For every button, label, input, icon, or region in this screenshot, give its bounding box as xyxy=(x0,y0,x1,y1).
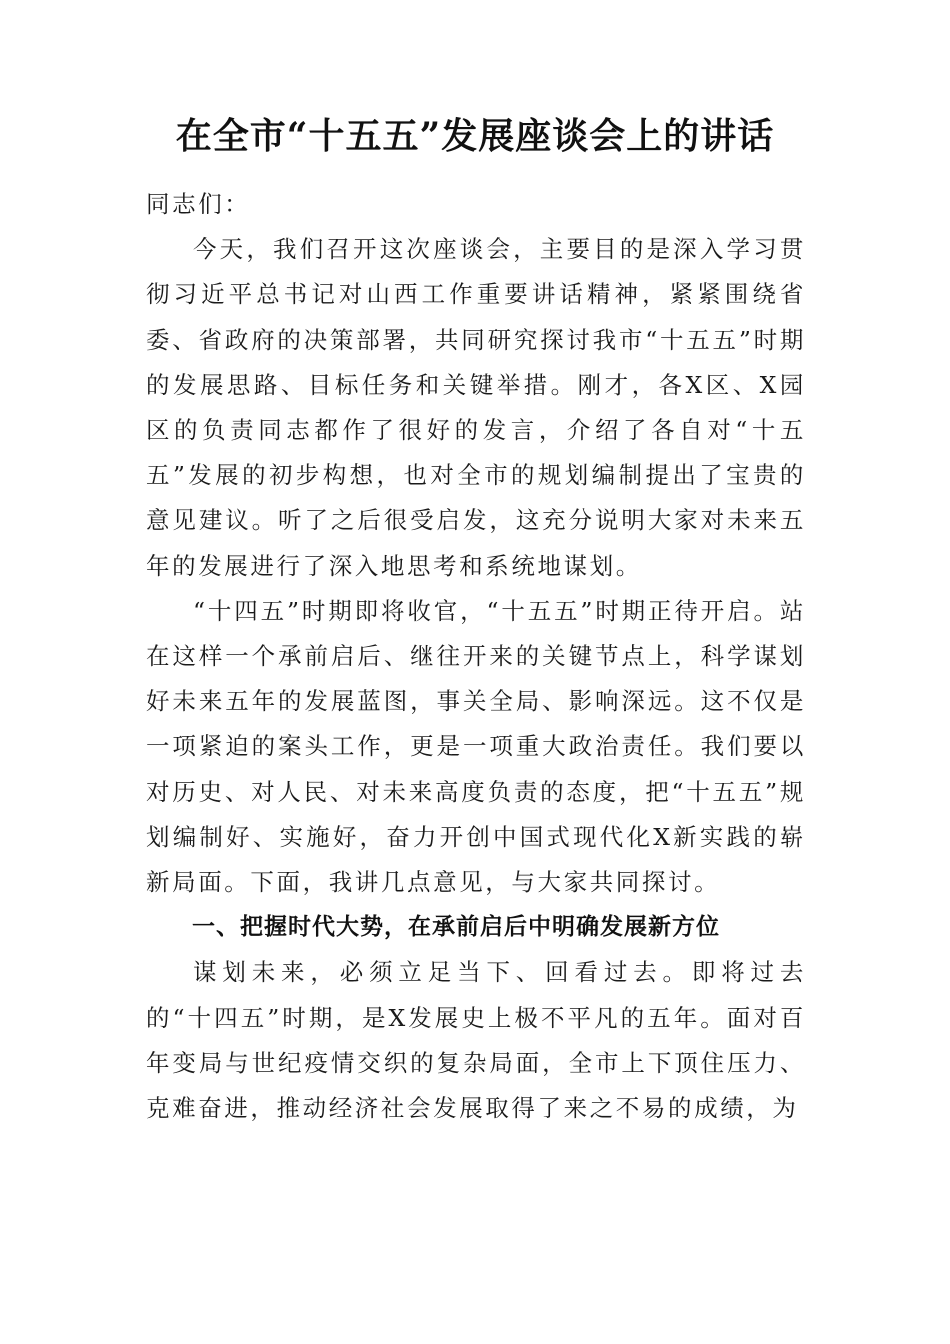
paragraph-section-1: 谋划未来，必须立足当下、回看过去。即将过去的“十四五”时期，是X发展史上极不平凡的五年。面对百年变局与世纪疫情交织的复杂局面，全市上下顶住压力、克难奋进，推动经济社会发展取得了来之不易的成绩，为 xyxy=(146,958,806,1123)
paragraph-context: “十四五”时期即将收官，“十五五”时期正待开启。站在这样一个承前启后、继往开来的关键节点上，科学谋划好未来五年的发展蓝图，事关全局、影响深远。这不仅是一项紧迫的案头工作，更是一项重大政治责任。我们要以对历史、对人民、对未来高度负责的态度，把“十五五”规划编制好、实施好，奋力开创中国式现代化X新实践的崭新局面。下面，我讲几点意见，与大家共同探讨。 xyxy=(146,596,806,897)
document-body xyxy=(146,182,806,1131)
document-title: 在全市“十五五”发展座谈会上的讲话 xyxy=(175,115,775,157)
paragraph-opening: 今天，我们召开这次座谈会，主要目的是深入学习贯彻习近平总书记对山西工作重要讲话精神，紧紧围绕省委、省政府的决策部署，共同研究探讨我市“十五五”时期的发展思路、目标任务和关键举措。刚才，各X区、X园区的负责同志都作了很好的发言，介绍了各自对“十五五”发展的初步构想，也对全市的规划编制提出了宝贵的意见建议。听了之后很受启发，这充分说明大家对未来五年的发展进行了深入地思考和系统地谋划。 xyxy=(146,235,806,580)
section-heading-1: 一、把握时代大势，在承前启后中明确发展新方位 xyxy=(192,914,720,941)
salutation: 同志们： xyxy=(146,190,251,218)
